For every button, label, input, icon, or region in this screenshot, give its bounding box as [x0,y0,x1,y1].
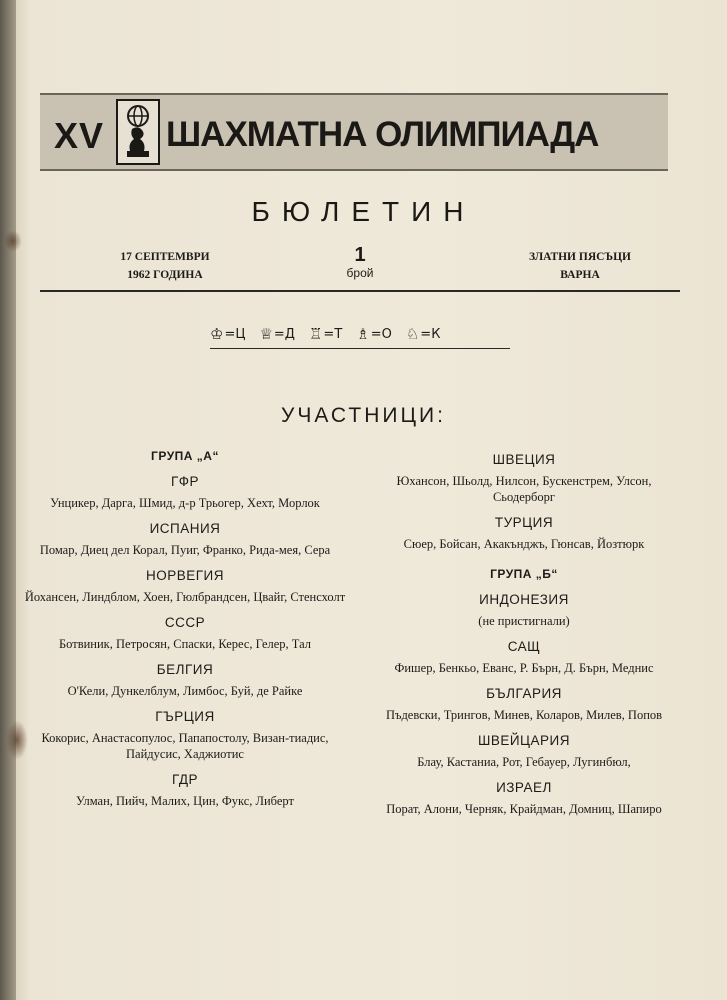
paper-stain [4,230,22,252]
issue-date [110,248,220,284]
bishop-icon: ♗ [356,325,370,343]
country-name: ТУРЦИЯ [494,515,554,530]
country-block [14,772,356,809]
rook-icon: ♖ [308,325,323,343]
country-name: НОРВЕГИЯ [145,568,225,583]
group-title: ГРУПА „Б“ [490,567,558,581]
country-block [14,568,356,605]
player-list: Порат, Алони, Черняк, Крайдман, Домниц, Шапиро [386,802,662,816]
country-block [372,733,676,770]
player-list: Ботвиник, Петросян, Спаски, Керес, Гелер, Тал [58,637,312,651]
country-block [372,780,676,817]
country-block [372,515,676,552]
country-block [14,615,356,652]
country-block [372,452,676,505]
country-name: ИНДОНЕЗИЯ [479,592,569,607]
knight-icon: ♘ [405,325,420,343]
country-block [14,662,356,699]
player-list: Йохансен, Линдблом, Хоен, Гюлбрандсен, Цвайг, Стенсхолт [24,590,346,604]
legend-item [210,325,245,343]
country-block [14,709,356,762]
masthead [40,93,668,171]
header-divider [40,290,680,292]
country-block [14,474,356,511]
date-line: 17 СЕПТЕМВРИ [120,251,210,263]
left-column [14,442,356,809]
right-bottom-countries [372,592,676,817]
olympiad-emblem-icon [116,99,160,165]
edition-number: XV [54,115,105,156]
piece-legend [210,320,510,349]
country-name: БЕЛГИЯ [156,662,214,677]
right-column [372,442,676,817]
player-list: Помар, Диец дел Корал, Пуиг, Франко, Рида-мея, Сера [39,543,331,557]
player-list: Унцикер, Дарга, Шмид, д-р Трьогер, Хехт, Морлок [50,496,320,510]
legend-text: =Ц [224,326,246,342]
country-block [14,521,356,558]
issue-place [520,248,640,284]
country-block [372,639,676,676]
legend-item [259,325,295,343]
country-name: БЪЛГАРИЯ [486,686,562,701]
group-title: ГРУПА „А“ [151,449,219,463]
issue-number: 1 [354,244,366,266]
country-name: ИЗРАЕЛ [496,780,552,795]
country-name: САЩ [507,639,541,654]
player-list: О'Кели, Дункелблум, Лимбос, Буй, де Райке [67,684,303,698]
legend-text: =Т [323,326,343,342]
date-line: 1962 ГОДИНА [127,269,203,281]
country-name: СССР [164,615,206,630]
country-name: ГФР [170,474,200,489]
legend-text: =Д [273,326,295,342]
place-line: ВАРНА [560,269,600,281]
player-list: (не пристигнали) [478,614,570,628]
player-list: Юхансон, Шьолд, Нилсон, Бускенстрем, Улсон, Сьодерборг [396,474,652,504]
legend-item [406,325,441,343]
right-top-countries [372,452,676,552]
bulletin-title: БЮЛЕТИН [251,196,476,227]
player-list: Кокорис, Анастасопулос, Папапостолу, Визан-тиадис, Пайдусис, Хаджиотис [41,731,329,761]
country-name: ШВЕЙЦАРИЯ [477,733,571,748]
country-name: ГДР [171,772,199,787]
legend-text: =О [370,326,392,342]
place-line: ЗЛАТНИ ПЯСЪЦИ [529,251,631,263]
country-name: ШВЕЦИЯ [492,452,556,467]
legend-text: =К [420,326,441,342]
issue-label: брой [346,266,374,280]
player-list: Улман, Пийч, Малих, Цин, Фукс, Либерт [76,794,294,808]
masthead-title: ШАХМАТНА ОЛИМПИАДА [166,115,599,154]
country-name: ИСПАНИЯ [149,521,221,536]
player-list: Пъдевски, Трингов, Минев, Коларов, Милев, Попов [385,708,663,722]
legend-item [309,325,342,343]
legend-item [356,325,392,343]
queen-icon: ♕ [259,325,273,343]
issue-info [330,244,390,280]
player-list: Сюер, Бойсан, Акакънджъ, Гюнсав, Йозтюрк [403,537,645,551]
player-list: Фишер, Бенкьо, Еванс, Р. Бърн, Д. Бърн, Меднис [394,661,654,675]
country-name: ГЪРЦИЯ [155,709,215,724]
country-block [372,592,676,629]
section-title: УЧАСТНИЦИ: [281,404,446,427]
king-icon: ♔ [210,325,224,343]
player-list: Блау, Кастаниа, Рот, Гебауер, Лугинбюл, [417,755,631,769]
country-block [372,686,676,723]
